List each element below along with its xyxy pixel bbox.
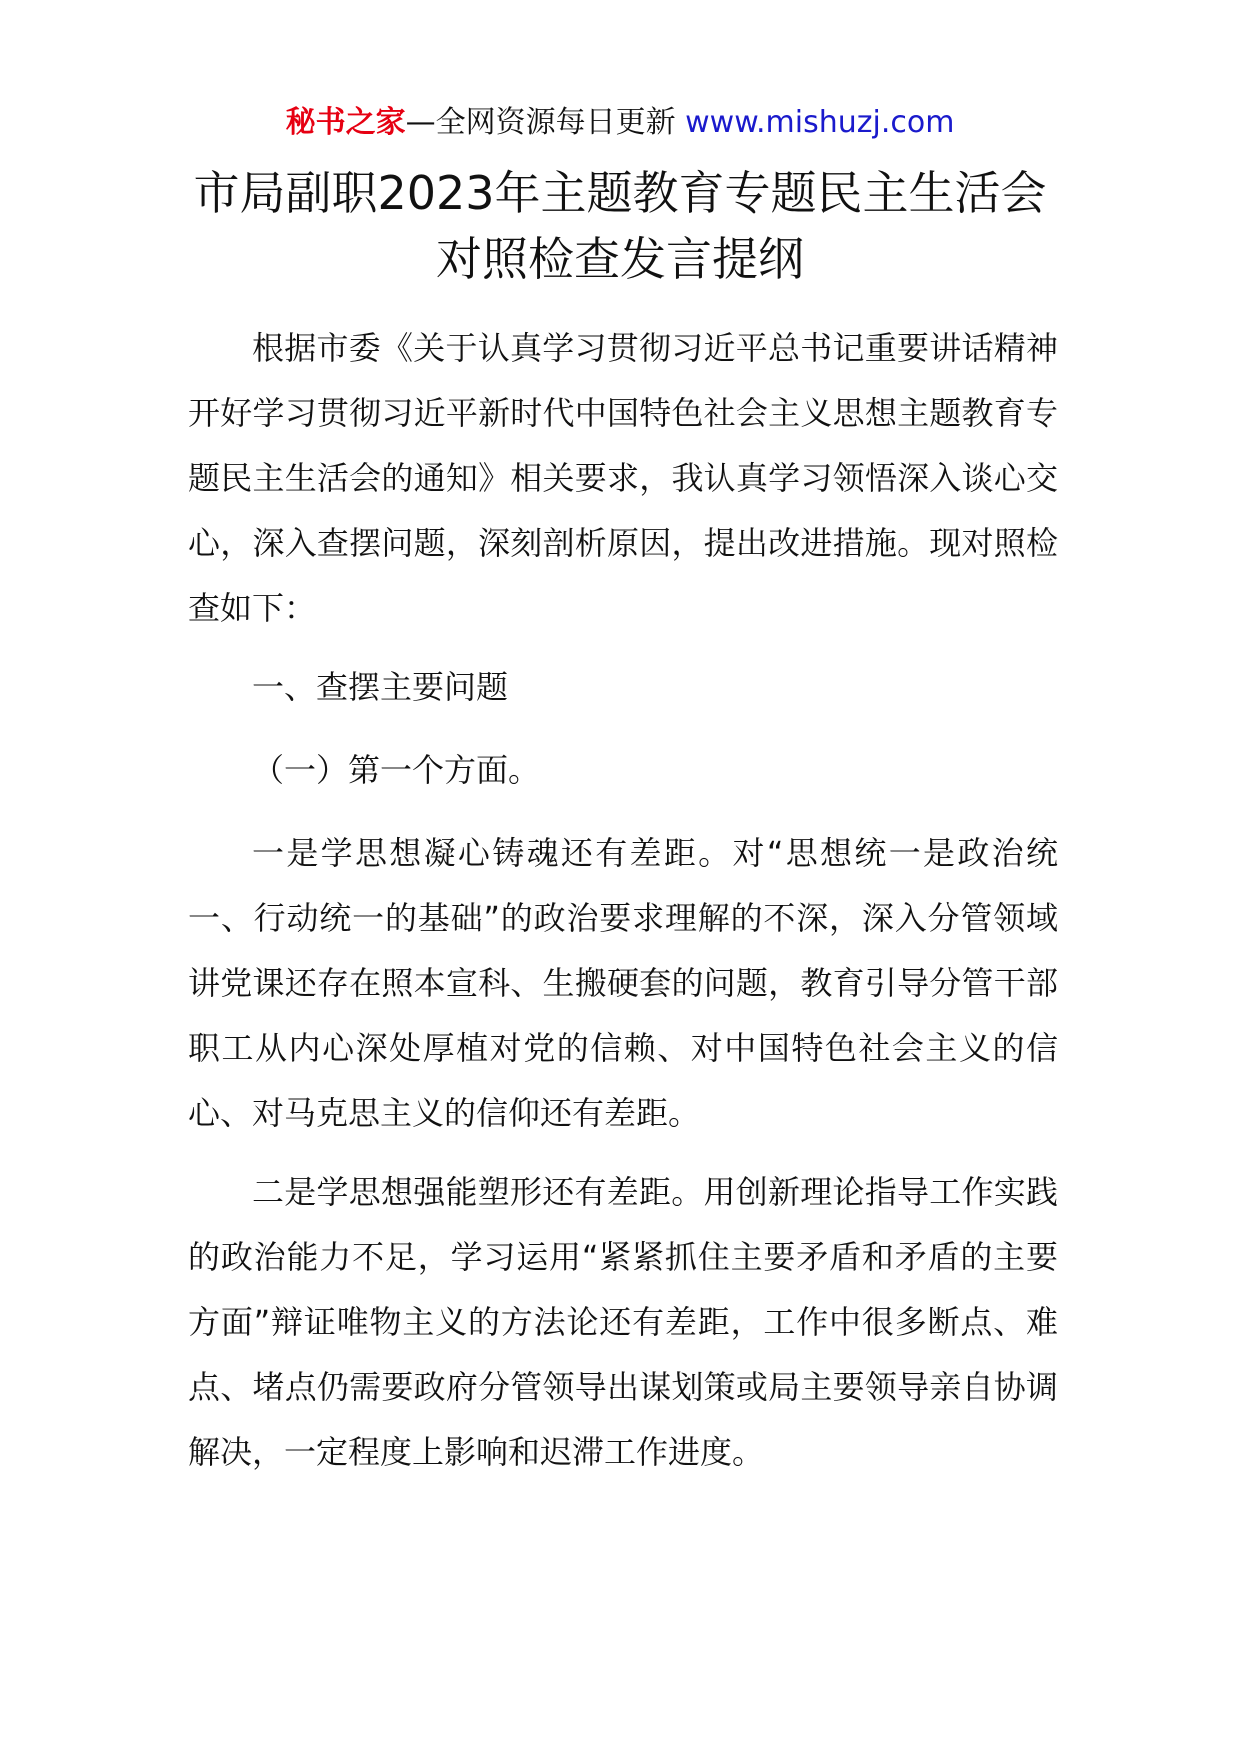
title-line-1: 市局副职2023年主题教育专题民主生活会 (193, 166, 1047, 220)
header-slogan: —全网资源每日更新 (405, 105, 676, 140)
document-body (188, 316, 1058, 1499)
brand-name: 秘书之家 (285, 105, 406, 140)
site-header (0, 100, 1240, 146)
title-line-2: 对照检查发言提纲 (436, 232, 804, 286)
subsection-heading: （一）第一个方面。 (252, 751, 541, 789)
intro-paragraph: 根据市委《关于认真学习贯彻习近平总书记重要讲话精神开好学习贯彻习近平新时代中国特色社会主义思想主题教育专题民主生活会的通知》相关要求，我认真学习领悟深入谈心交心，深入查摆问题，深刻剖析原因，提出改进措施。现对照检查如下： (188, 329, 1058, 627)
point-one-paragraph: 一是学思想凝心铸魂还有差距。对“思想统一是政治统一、行动统一的基础”的政治要求理解的不深，深入分管领域讲党课还存在照本宣科、生搬硬套的问题，教育引导分管干部职工从内心深处厚植对党的信赖、对中国特色社会主义的信心、对马克思主义的信仰还有差距。 (188, 834, 1058, 1132)
section-heading: 一、查摆主要问题 (252, 668, 509, 706)
document-title (0, 160, 1240, 292)
point-two-paragraph: 二是学思想强能塑形还有差距。用创新理论指导工作实践的政治能力不足，学习运用“紧紧抓住主要矛盾和矛盾的主要方面”辩证唯物主义的方法论还有差距，工作中很多断点、难点、堵点仍需要政府分管领导出谋划策或局主要领导亲自协调解决，一定程度上影响和迟滞工作进度。 (188, 1173, 1058, 1471)
site-url-link[interactable]: www.mishuzj.com (685, 105, 955, 140)
